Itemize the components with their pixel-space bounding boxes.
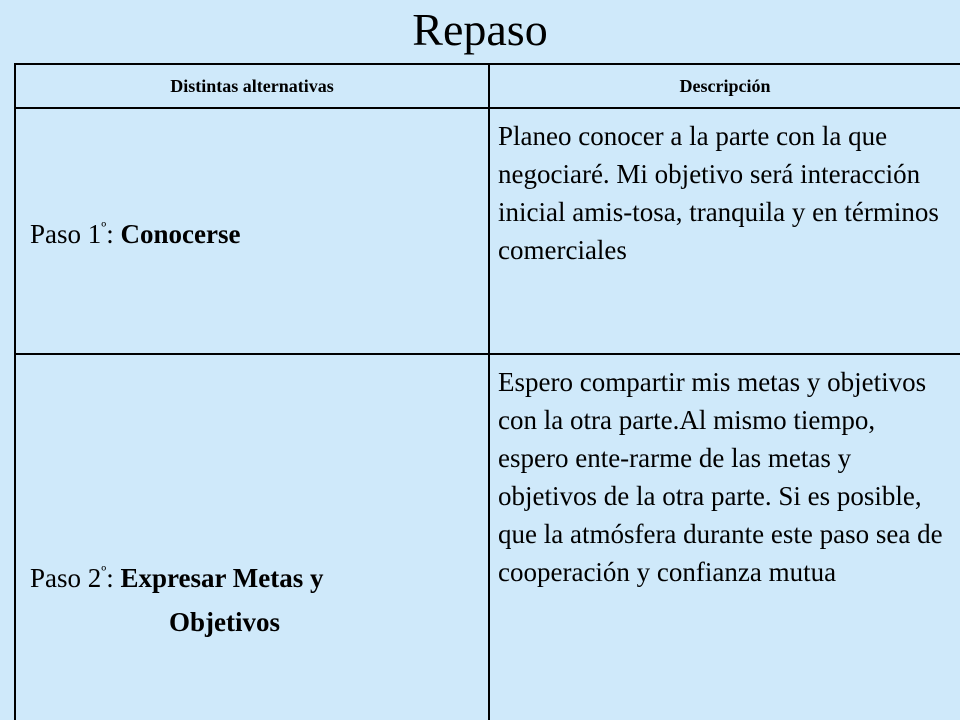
table-header-row [15, 64, 960, 108]
step-ordinal: º [101, 219, 107, 237]
step-cell [15, 354, 489, 720]
step-prefix: Paso 2 [30, 562, 102, 593]
review-table-container [14, 63, 960, 720]
step-prefix: Paso 1 [30, 218, 102, 249]
slide-title: Repaso [412, 4, 548, 55]
header-alternatives: Distintas alternativas [15, 64, 489, 108]
review-table [14, 63, 960, 720]
step-ordinal: º [101, 563, 107, 581]
table-row [15, 354, 960, 720]
table-row [15, 108, 960, 354]
step-name: Conocerse [120, 218, 241, 249]
step-separator: : [106, 218, 121, 249]
description-cell: Espero compartir mis metas y objetivos con la otra parte.Al mismo tiempo, espero ente-rarme de las metas y objetivos de la otra parte. Si es posible, que la atmósfera durante este paso sea de cooperación y confianza mutua [489, 354, 960, 720]
step-cell [15, 108, 489, 354]
step-name-line2: Objetivos [169, 606, 280, 637]
step-separator: : [106, 562, 121, 593]
header-description: Descripción [489, 64, 960, 108]
description-cell: Planeo conocer a la parte con la que negociaré. Mi objetivo será interacción inicial amis-tosa, tranquila y en términos comerciales [489, 108, 960, 354]
step-name-line1: Expresar Metas y [120, 562, 324, 593]
